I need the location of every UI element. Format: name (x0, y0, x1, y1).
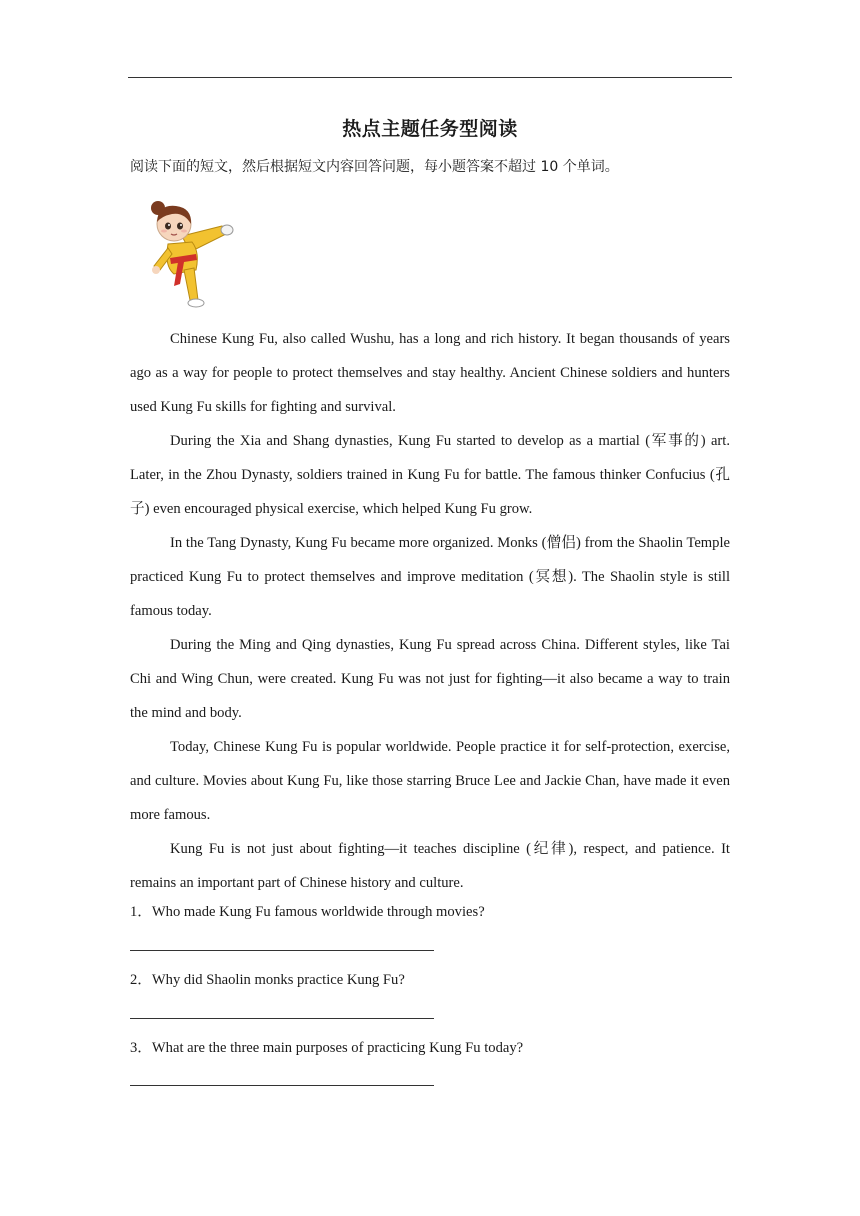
page-title: 热点主题任务型阅读 (342, 118, 518, 140)
question-2 (130, 968, 730, 989)
passage-paragraph: During the Ming and Qing dynasties, Kung Fu spread across China. Different styles, like Tai Chi and Wing Chun, were created. Kung Fu was not just for fighting—it also became a way to train the mind and body. (130, 637, 730, 721)
question-1 (130, 900, 730, 921)
question-number: 2． (130, 972, 152, 988)
kung-fu-girl-kick-illustration (134, 196, 234, 310)
question-number: 1． (130, 904, 152, 920)
header-rule (128, 77, 732, 78)
passage-paragraph: In the Tang Dynasty, Kung Fu became more organized. Monks (僧侣) from the Shaolin Temple practiced Kung Fu to protect themselves and improve meditation (冥想). The Shaolin style is still famous today. (130, 535, 730, 619)
question-3 (130, 1036, 730, 1057)
question-text: What are the three main purposes of practicing Kung Fu today? (151, 1040, 524, 1056)
question-number: 3． (130, 1040, 152, 1056)
answer-line-3[interactable] (130, 1085, 434, 1086)
passage-paragraph: During the Xia and Shang dynasties, Kung Fu started to develop as a martial (军事的) art. Later, in the Zhou Dynasty, soldiers trained in Kung Fu for battle. The famous thinker Confucius (孔子) even encouraged physical exercise, which helped Kung Fu grow. (130, 433, 730, 517)
kung-fu-girl-icon (134, 196, 234, 310)
reading-passage (130, 322, 730, 900)
passage-paragraph: Chinese Kung Fu, also called Wushu, has a long and rich history. It began thousands of years ago as a way for people to protect themselves and stay healthy. Ancient Chinese soldiers and hunters used Kung Fu skills for fighting and survival. (130, 331, 730, 415)
passage-paragraph: Kung Fu is not just about fighting—it teaches discipline (纪律), respect, and patience. It remains an important part of Chinese history and culture. (130, 841, 730, 891)
question-text: Why did Shaolin monks practice Kung Fu? (151, 972, 405, 988)
question-text: Who made Kung Fu famous worldwide through movies? (151, 904, 485, 920)
passage-paragraph: Today, Chinese Kung Fu is popular worldwide. People practice it for self-protection, exercise, and culture. Movies about Kung Fu, like those starring Bruce Lee and Jackie Chan, have made it even more famous. (130, 739, 730, 823)
instructions: 阅读下面的短文，然后根据短文内容回答问题，每小题答案不超过 10 个单词。 (130, 159, 619, 175)
answer-line-2[interactable] (130, 1018, 434, 1019)
answer-line-1[interactable] (130, 950, 434, 951)
